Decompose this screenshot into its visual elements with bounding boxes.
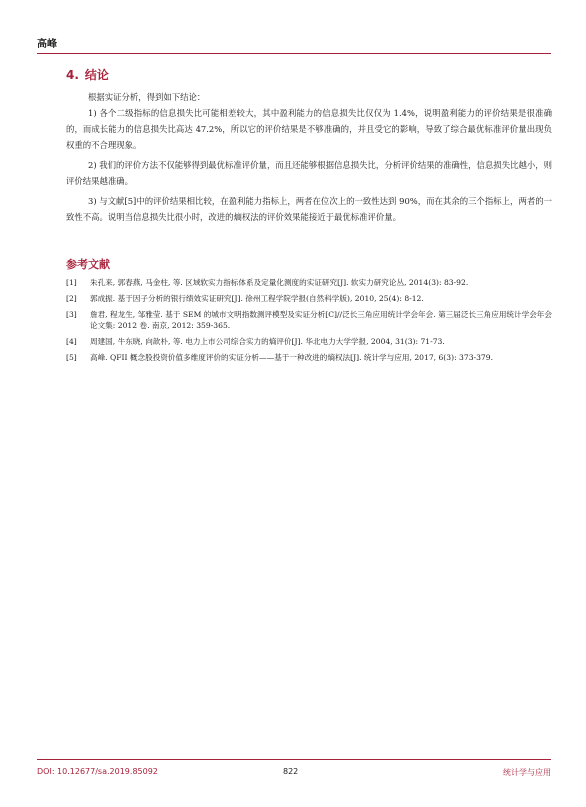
reference-text: 郭成振. 基于因子分析的银行绩效实证研究[J]. 徐州工程学院学报(自然科学版), 2010, 25(4): 8-12. — [90, 294, 424, 303]
paragraph-conclusion-1: 1) 各个二级指标的信息损失比可能相差较大，其中盈利能力的信息损失比仅仅为 1.4%，说明盈利能力的评价结果是很准确的，而成长能力的信息损失比高达 47.2%，所以它的评价结果是不够准确的，并且受它的影响，导致了综合最优标准评价量出现负权重的不合理现象。 — [66, 108, 552, 150]
header-divider — [37, 53, 551, 54]
reference-text: 高峰. QFII 概念股投资价值多维度评价的实证分析——基于一种改进的熵权法[J]. 统计学与应用, 2017, 6(3): 373-379. — [90, 353, 494, 362]
section-number: 4. — [66, 68, 79, 82]
running-header-author: 高峰 — [37, 39, 57, 50]
reference-text: 朱孔来, 郭春燕, 马金柱, 等. 区域软实力指标体系及定量化测度的实证研究[J]. 软实力研究论丛, 2014(3): 83-92. — [90, 278, 469, 287]
reference-item — [66, 336, 552, 347]
reference-item — [66, 293, 552, 304]
reference-number: [3] — [66, 310, 77, 319]
footer-page-number: 822 — [283, 767, 299, 776]
references-heading: 参考文献 — [66, 258, 110, 271]
footer-doi: DOI: 10.12677/sa.2019.85092 — [37, 767, 158, 776]
section-title-text: 结论 — [84, 68, 109, 82]
reference-text: 周建国, 牛东晓, 向歆朴, 等. 电力上市公司综合实力的熵评价[J]. 华北电力大学学报, 2004, 31(3): 71-73. — [90, 337, 445, 346]
reference-item — [66, 352, 552, 363]
footer-journal-name: 统计学与应用 — [503, 768, 551, 777]
section-heading — [66, 66, 109, 83]
footer-divider — [37, 759, 551, 760]
reference-number: [2] — [66, 294, 77, 303]
reference-text: 詹君, 程龙生, 邹雅莹. 基于 SEM 的城市文明指数测评模型及实证分析[C]//泛长三角应用统计学会年会. 第三届泛长三角应用统计学会年会论文集: 2012 卷. 南京, 2012: 359-365. — [90, 310, 552, 330]
paragraph-intro: 根据实证分析，得到如下结论： — [88, 92, 206, 102]
reference-item — [66, 309, 552, 331]
reference-number: [5] — [66, 353, 77, 362]
reference-number: [1] — [66, 278, 77, 287]
reference-list — [66, 277, 552, 368]
paragraph-conclusion-2: 2) 我们的评价方法不仅能够得到最优标准评价量，而且还能够根据信息损失比，分析评价结果的准确性，信息损失比越小，则评价结果越准确。 — [66, 160, 552, 186]
paragraph-conclusion-3: 3) 与文献[5]中的评价结果相比较，在盈利能力指标上，两者在位次上的一致性达到 90%，而在其余的三个指标上，两者的一致性不高。说明当信息损失比很小时，改进的熵权法的评价效果能接近于最优标准评价量。 — [66, 196, 552, 222]
reference-number: [4] — [66, 337, 77, 346]
reference-item — [66, 277, 552, 288]
